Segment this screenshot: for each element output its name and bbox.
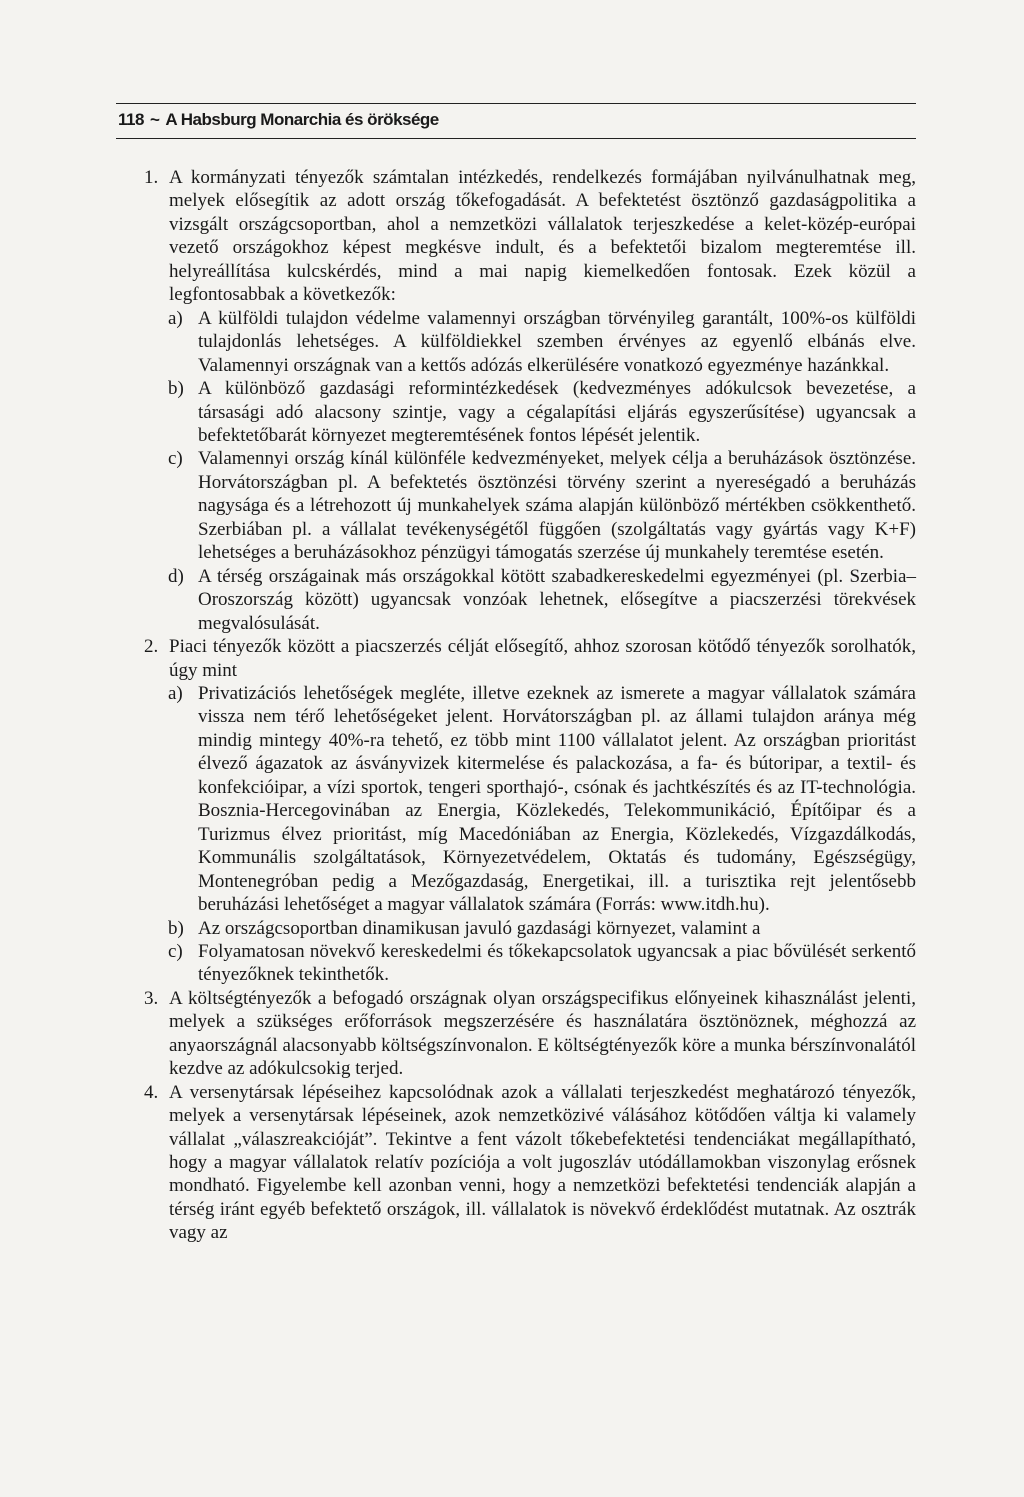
item-text: Folyamatosan növekvő kereskedelmi és tőkekapcsolatok ugyancsak a piac bővülését serkentő tényezőknek tekinthetők.: [198, 940, 916, 986]
list-item: [144, 682, 916, 917]
page-number: 118: [118, 110, 144, 129]
running-head: [118, 110, 445, 130]
list-item: [144, 987, 916, 1081]
item-marker: c): [168, 940, 183, 962]
header-rule-top: [116, 103, 916, 104]
item-marker: c): [168, 448, 183, 470]
item-text: A különböző gazdasági reformintézkedések (kedvezményes adókulcsok bevezetése, a társasági adó alacsony szintje, vagy a cégalapítási eljárás egyszerűsítése) ugyancsak a befektetőbarát környezet megteremtésének fontos lépését jelentik.: [198, 378, 916, 446]
item-marker: 1.: [144, 167, 159, 188]
item-marker: d): [168, 565, 184, 587]
list-item: [144, 940, 916, 987]
header-rule-bottom: [116, 138, 916, 139]
item-marker: 4.: [144, 1081, 159, 1103]
item-text: Az országcsoportban dinamikusan javuló gazdasági környezet, valamint a: [198, 917, 761, 939]
item-text: A külföldi tulajdon védelme valamennyi országban törvényileg garantált, 100%-os külföldi tulajdonlás lehetséges. A külföldiekkel szemben érvényes az egyenlő elbánás elve. Valamennyi országnak van a kettős adózás elkerülésére vonatkozó egyezménye hazánkkal.: [198, 307, 916, 376]
list-item: [144, 635, 916, 682]
item-marker: a): [168, 682, 183, 704]
list-item: [144, 917, 916, 940]
list-item: [144, 307, 916, 377]
item-text: A kormányzati tényezők számtalan intézkedés, rendelkezés formájában nyilvánulhatnak meg, melyek elősegítik az adott ország tőkefogadását. A befektetést ösztönző gazdaságpolitika a vizsgált országcsoportban, ahol a nemzetközi vállalatok terjeszkedése a kelet-közép-európai vezető országokhoz képest megkésve indult, és a befektetői bizalom megteremtése ill. helyreállítása kulcskérdés, mind a mai napig kiemelkedően fontosak. Ezek közül a legfontosabbak a következők:: [169, 167, 916, 306]
item-text: Valamennyi ország kínál különféle kedvezményeket, melyek célja a beruházások ösztönzése. Horvátországban pl. A befektetés ösztönzési törvény szerint a nyereségadó a beruházás nagysága és a létrehozott új munkahelyek száma alapján különböző mértékben csökkenthető. Szerbiában pl. a vállalat tevékenységétől függően (szolgáltatás vagy gyártás vagy K+F) lehetséges a beruházásokhoz pénzügyi támogatás szerzése új munkahely teremtése esetén.: [198, 448, 916, 564]
list-item: [144, 447, 916, 564]
body-text: [144, 166, 916, 1245]
item-marker: 3.: [144, 987, 159, 1009]
item-text: A versenytársak lépéseihez kapcsolódnak azok a vállalati terjeszkedést meghatározó tényezők, melyek a versenytársak lépéseinek, azok nemzetközivé válásához kötődően váltja ki valamely vállalat „válaszreakcióját”. Tekintve a fent vázolt tőkebefektetési tendenciákat megállapítható, hogy a magyar vállalatok relatív pozíciója a volt jugoszláv utódállamokban viszonylag erősnek mondható. Figyelembe kell azonban venni, hogy a nemzetközi befektetési tendenciák alapján a térség iránt egyéb befektető országok, ill. vállalatok is növekvő érdeklődést mutatnak. Az osztrák vagy az: [169, 1081, 916, 1244]
item-text: Piaci tényezők között a piacszerzés célját elősegítő, ahhoz szorosan kötődő tényezők sorolhatók, úgy mint: [169, 636, 916, 681]
item-text: A költségtényezők a befogadó országnak olyan országspecifikus előnyeinek kihasználást jelenti, melyek a szükséges erőforrások megszerzésére és használatára ösztönöznek, méghozzá az anyaországnál alacsonyabb költségszínvonalon. E költségtényezők köre a munka bérszínvonalától kezdve az adókulcsokig terjed.: [169, 987, 916, 1080]
list-item: [144, 166, 916, 307]
header-separator: ~: [149, 110, 160, 129]
book-title: A Habsburg Monarchia és öröksége: [165, 110, 439, 129]
item-text: Privatizációs lehetőségek megléte, illetve ezeknek az ismerete a magyar vállalatok számára vissza nem térő lehetőségeket jelent. Horvátországban pl. az állami tulajdon aránya még mindig mintegy 40%-ra tehető, ez több mint 1100 vállalatot jelent. Az országban prioritást élvező ágazatok az ásványvizek kitermelése és palackozása, a fa- és bútoripar, a textil- és konfekcióipar, a vízi sportok, tengeri sporthajó-, csónak és jachtkészítés és az IT-technológia. Bosznia-Hercegovinában az Energia, Közlekedés, Telekommunikáció, Építőipar és a Turizmus élvez prioritást, míg Macedóniában az Energia, Közlekedés, Vízgazdálkodás, Kommunális szolgáltatások, Környezetvédelem, Oktatás és tudomány, Egészségügy, Montenegróban pedig a Mezőgazdaság, Energetikai, ill. a turisztika rejt jelentősebb beruházási lehetőséget a magyar vállalatok számára (Forrás: www.itdh.hu).: [198, 682, 916, 916]
list-item: [144, 1081, 916, 1245]
list-item: [144, 377, 916, 447]
item-marker: 2.: [144, 636, 159, 658]
item-marker: a): [168, 307, 183, 329]
list-item: [144, 565, 916, 635]
item-text: A térség országainak más országokkal kötött szabadkereskedelmi egyezményei (pl. Szerbia–Oroszország között) ugyancsak vonzóak lehetnek, elősegítve a piacszerzési törekvések megvalósulását.: [198, 565, 916, 634]
item-marker: b): [168, 917, 184, 939]
item-marker: b): [168, 378, 184, 400]
